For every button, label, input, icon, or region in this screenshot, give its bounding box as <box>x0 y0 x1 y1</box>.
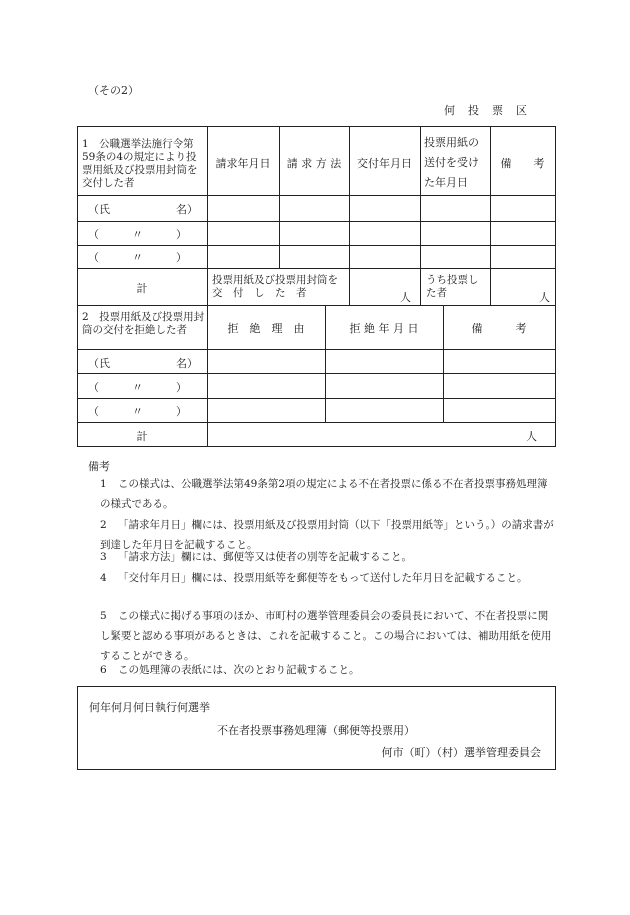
col-header-remarks-2: 備 考 <box>471 322 527 335</box>
total-issued-label: 投票用紙及び投票用封筒を 交 付 し た 者 <box>212 274 349 299</box>
note-item: 6 この処理簿の表紙には、次のとおり記載すること。 <box>100 664 360 676</box>
voting-district-label: 何 投 票 区 <box>444 104 528 117</box>
note-item: 1 この様式は、公職選挙法第49条第2項の規定による不在者投票に係る不在者投票事務処理簿の様式である。 <box>100 478 548 510</box>
table-row: （ 〃 ） <box>88 251 187 264</box>
table-row: （氏 名） <box>88 357 198 370</box>
cover-example-box <box>77 686 556 770</box>
total-refused-unit: 人 <box>526 430 537 443</box>
col-header-ballot-received-date: 投票用紙の送付を受けた年月日 <box>424 136 479 189</box>
total-voted-label: うち投票した者 <box>426 274 479 299</box>
col-header-refusal-date: 拒 絶 年 月 日 <box>349 322 419 335</box>
total-label-2: 計 <box>136 430 148 443</box>
table-row: （ 〃 ） <box>88 228 187 241</box>
cover-election-line: 何年何月何日執行何選挙 <box>89 701 210 714</box>
note-item: 5 この様式に掲げる事項のほか、市町村の選挙管理委員会の委員長において、不在者投票に関し緊要と認める事項があるときは、これを記載すること。この場合においては、補助用紙を使用することができる。 <box>100 610 552 662</box>
note-item: 2 「請求年月日」欄には、投票用紙及び投票用封筒（以下「投票用紙等」という。）の請求書が到達した年月日を記載すること。 <box>100 519 554 551</box>
col-header-request-method: 請 求 方 法 <box>286 157 342 170</box>
total-voted-unit: 人 <box>539 291 550 304</box>
col-header-issued-persons: 1 公職選挙法施行令第59条の4の規定により投票用紙及び投票用封筒を交付した者 <box>82 138 198 189</box>
table-row: （ 〃 ） <box>88 405 187 418</box>
col-header-remarks: 備 考 <box>500 157 545 170</box>
note-item: 4 「交付年月日」欄には、投票用紙等を郵便等をもって送付した年月日を記載すること。 <box>100 572 528 584</box>
col-header-refusal-reason: 拒 絶 理 由 <box>227 322 305 335</box>
col-header-request-date: 請求年月日 <box>215 157 271 170</box>
cover-title-line: 不在者投票事務処理簿（郵便等投票用） <box>217 724 415 737</box>
total-issued-unit: 人 <box>400 291 411 304</box>
notes-title: 備考 <box>88 460 110 473</box>
col-header-refused-persons: 2 投票用紙及び投票用封筒の交付を拒絶した者 <box>82 311 205 336</box>
col-header-issue-date: 交付年月日 <box>357 157 412 170</box>
total-label: 計 <box>136 282 148 295</box>
table-row: （ 〃 ） <box>88 381 187 394</box>
table-row: （氏 名） <box>88 203 198 216</box>
form-label: （その2） <box>88 84 139 97</box>
cover-committee-line: 何市（町）（村）選挙管理委員会 <box>381 746 541 759</box>
note-item: 3 「請求方法」欄には、郵便等又は使者の別等を記載すること。 <box>100 551 412 563</box>
